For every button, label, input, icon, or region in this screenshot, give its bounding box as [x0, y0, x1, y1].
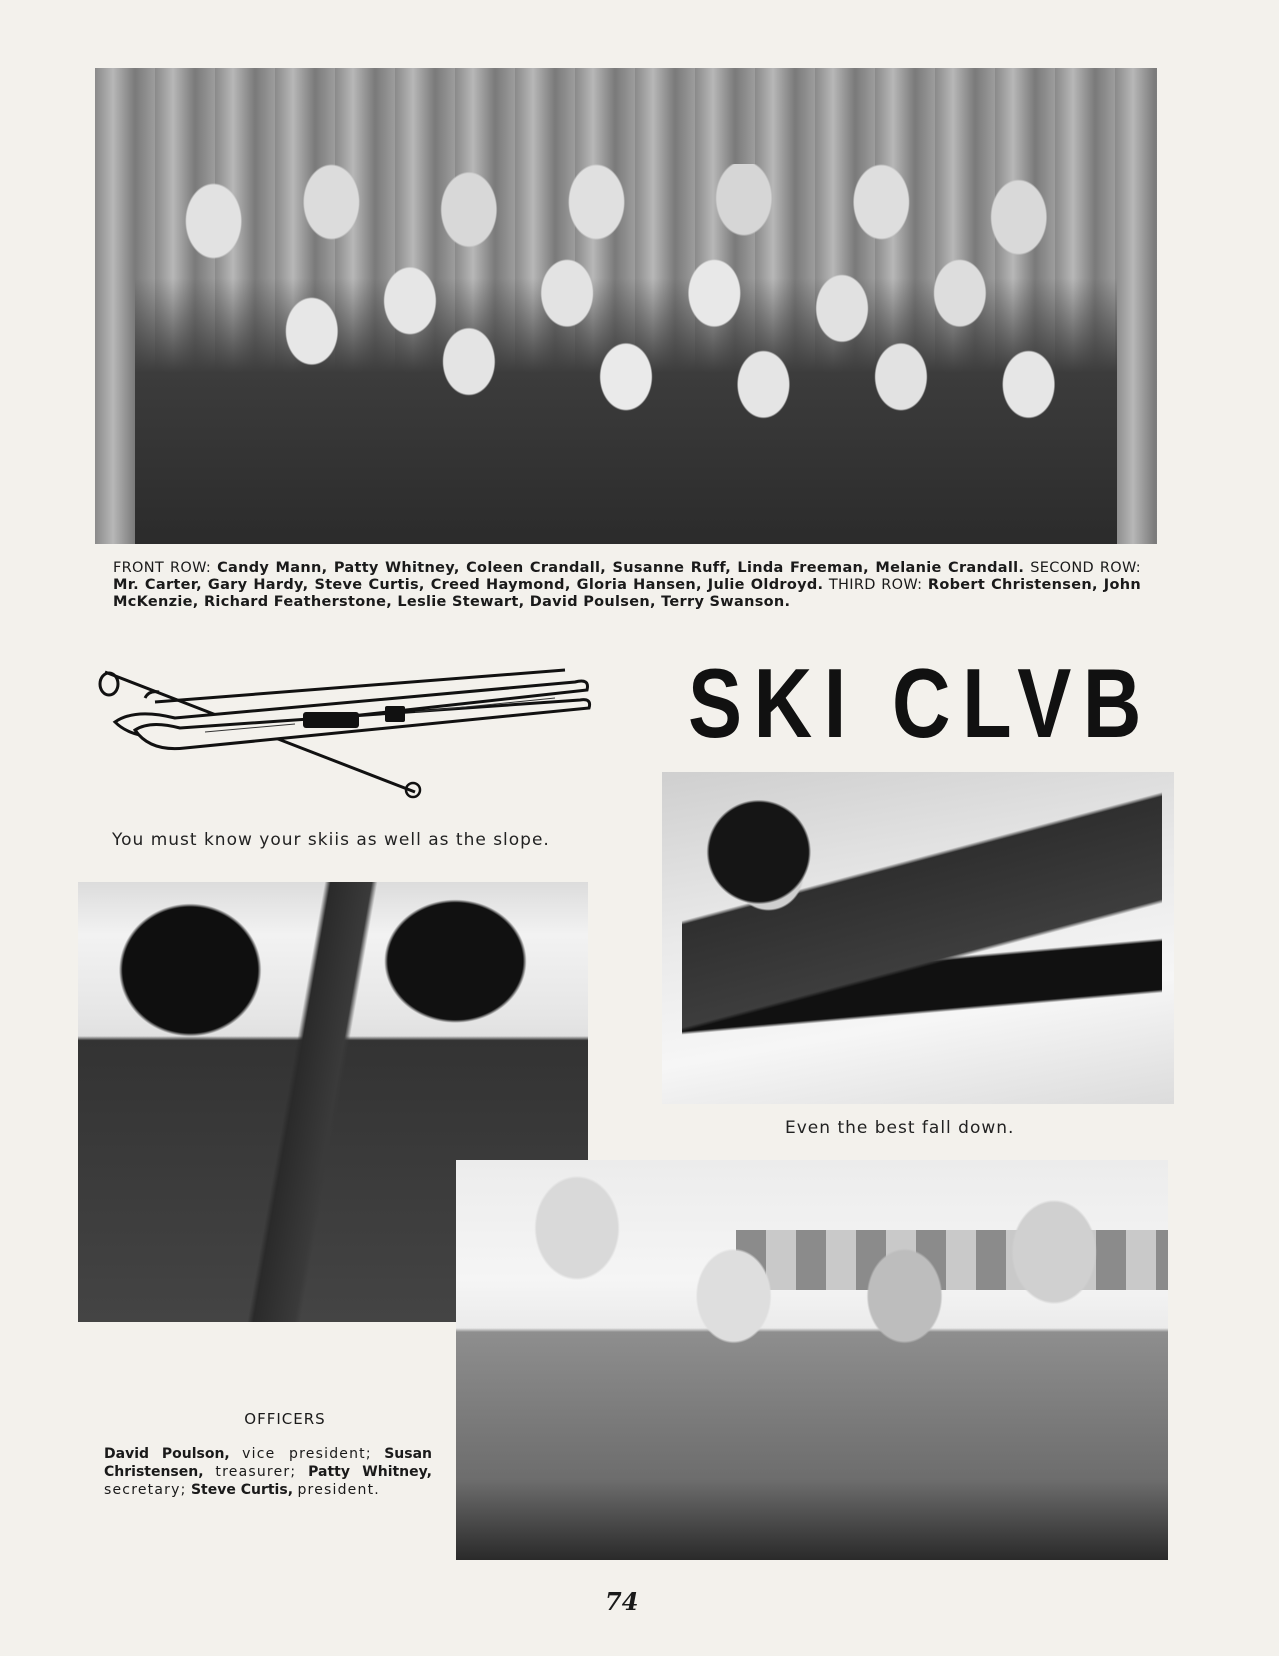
officer-role: president.: [297, 1482, 380, 1498]
officers-list: [104, 1445, 432, 1499]
officer-name: Susan Christensen,: [104, 1446, 432, 1480]
officer-name: Steve Curtis,: [190, 1482, 294, 1498]
front-row-names: Candy Mann, Patty Whitney, Coleen Crandall, Susanne Ruff, Linda Freeman, Melanie Crandall.: [217, 560, 1025, 576]
officers-photo-figures: [456, 1160, 1168, 1560]
officer-role: treasurer;: [215, 1464, 297, 1480]
falling-skier-figure: [682, 792, 1162, 1092]
officers-photo: [456, 1160, 1168, 1560]
officer-name: David Poulson,: [104, 1446, 230, 1462]
officer-role: vice president;: [242, 1446, 372, 1462]
page-title: [688, 645, 1158, 758]
officer-role: secretary;: [104, 1482, 187, 1498]
group-photo-people: [135, 164, 1117, 544]
page-number: 74: [605, 1587, 639, 1616]
crossed-skis-and-poles-icon: [95, 660, 595, 810]
group-photo-caption: [113, 560, 1141, 611]
third-row-label: THIRD ROW:: [828, 577, 923, 593]
second-row-label: SECOND ROW:: [1030, 560, 1141, 576]
front-row-label: FRONT ROW:: [113, 560, 212, 576]
falling-skier-photo: [662, 772, 1174, 1104]
skis-caption: You must know your skiis as well as the slope.: [112, 830, 550, 850]
officer-name: Patty Whitney,: [308, 1464, 432, 1480]
third-row-names: Robert Christensen, John McKenzie, Richard Featherstone, Leslie Stewart, David Poulsen, Terry Swanson.: [113, 577, 1141, 610]
officers-heading: OFFICERS: [244, 1410, 326, 1428]
group-photo: [95, 68, 1157, 544]
fall-caption: Even the best fall down.: [785, 1118, 1015, 1138]
second-row-names: Mr. Carter, Gary Hardy, Steve Curtis, Creed Haymond, Gloria Hansen, Julie Oldroyd.: [113, 577, 824, 593]
page-title-text: SKI CLVB: [688, 648, 1153, 758]
